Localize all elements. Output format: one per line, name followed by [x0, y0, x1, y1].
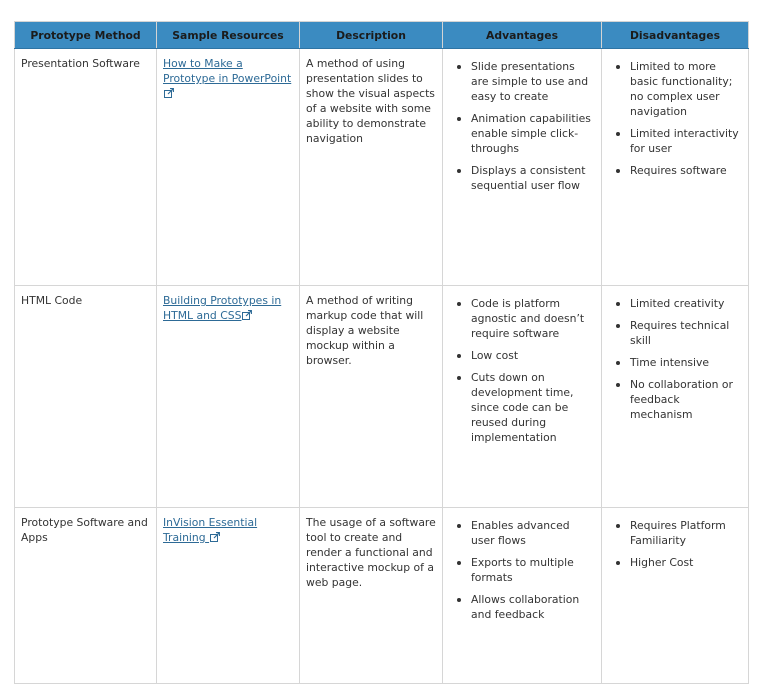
list-item-text: Slide presentations are simple to use and easy to create: [471, 60, 589, 103]
table-row: [15, 508, 749, 684]
list-item: [471, 59, 595, 104]
external-link-icon: [210, 532, 220, 542]
list-item: [471, 555, 595, 585]
list-item: [630, 318, 742, 348]
list-item: [630, 377, 742, 422]
disc-bullet-icon: [457, 376, 461, 380]
list-item-text: Animation capabilities enable simple click-throughs: [471, 112, 591, 155]
list-item-text: No collaboration or feedback mechanism: [630, 378, 733, 421]
table-row: [15, 49, 749, 286]
list-item: [630, 59, 742, 119]
list-item: [630, 518, 742, 548]
list-item-text: Allows collaboration and feedback: [471, 593, 580, 621]
list-item-text: Exports to multiple formats: [471, 556, 574, 584]
list-item: [471, 348, 595, 363]
list-item: [630, 163, 742, 178]
list-item-text: Limited to more basic functionality; no complex user navigation: [630, 60, 733, 118]
table-header-row: [15, 22, 749, 49]
advantages-list: [449, 518, 595, 622]
list-item-text: Higher Cost: [630, 556, 694, 569]
disc-bullet-icon: [457, 302, 461, 306]
method-cell: Presentation Software: [15, 49, 157, 286]
list-item: [471, 111, 595, 156]
list-item: [471, 163, 595, 193]
resource-cell: [157, 49, 300, 286]
disc-bullet-icon: [616, 169, 620, 173]
column-header-resources: Sample Resources: [157, 22, 300, 49]
prototype-methods-table: [14, 21, 749, 684]
list-item-text: Requires Platform Familiarity: [630, 519, 726, 547]
disadvantages-list: [608, 59, 742, 178]
table-row: [15, 286, 749, 508]
method-cell: HTML Code: [15, 286, 157, 508]
list-item-text: Time intensive: [630, 356, 710, 369]
disc-bullet-icon: [616, 324, 620, 328]
resource-link[interactable]: [163, 516, 257, 544]
disc-bullet-icon: [616, 132, 620, 136]
external-link-icon: [242, 310, 252, 320]
resource-link[interactable]: [163, 294, 281, 322]
disc-bullet-icon: [616, 561, 620, 565]
column-header-disadvantages: Disadvantages: [602, 22, 749, 49]
advantages-cell: [443, 49, 602, 286]
method-cell: Prototype Software and Apps: [15, 508, 157, 684]
disc-bullet-icon: [616, 361, 620, 365]
list-item: [471, 296, 595, 341]
disc-bullet-icon: [616, 302, 620, 306]
list-item-text: Displays a consistent sequential user flow: [471, 164, 586, 192]
resource-link-text: InVision Essential Training: [163, 516, 258, 544]
resource-cell: [157, 508, 300, 684]
list-item: [630, 355, 742, 370]
resource-link-text: Building Prototypes in HTML and CSS: [163, 294, 282, 322]
list-item-text: Requires technical skill: [630, 319, 730, 347]
disadvantages-cell: [602, 49, 749, 286]
list-item-text: Requires software: [630, 164, 727, 177]
list-item-text: Limited interactivity for user: [630, 127, 739, 155]
external-link-icon: [164, 88, 174, 98]
column-header-description: Description: [300, 22, 443, 49]
disc-bullet-icon: [457, 354, 461, 358]
advantages-cell: [443, 508, 602, 684]
list-item: [471, 518, 595, 548]
resource-link[interactable]: [163, 57, 291, 100]
list-item-text: Code is platform agnostic and doesn’t require software: [471, 297, 585, 340]
list-item-text: Enables advanced user flows: [471, 519, 570, 547]
disc-bullet-icon: [457, 524, 461, 528]
advantages-list: [449, 296, 595, 445]
disc-bullet-icon: [616, 65, 620, 69]
list-item: [471, 370, 595, 445]
advantages-cell: [443, 286, 602, 508]
list-item-text: Low cost: [471, 349, 519, 362]
description-cell: A method of using presentation slides to show the visual aspects of a website with some ability to demonstrate navigation: [300, 49, 443, 286]
column-header-method: Prototype Method: [15, 22, 157, 49]
disc-bullet-icon: [616, 383, 620, 387]
disc-bullet-icon: [457, 117, 461, 121]
advantages-list: [449, 59, 595, 193]
disc-bullet-icon: [457, 65, 461, 69]
disc-bullet-icon: [457, 598, 461, 602]
disadvantages-cell: [602, 286, 749, 508]
resource-cell: [157, 286, 300, 508]
disc-bullet-icon: [457, 169, 461, 173]
disadvantages-list: [608, 296, 742, 422]
list-item: [630, 296, 742, 311]
list-item: [630, 126, 742, 156]
disadvantages-list: [608, 518, 742, 570]
table-container: [14, 21, 748, 684]
column-header-advantages: Advantages: [443, 22, 602, 49]
description-cell: The usage of a software tool to create and render a functional and interactive mockup of a web page.: [300, 508, 443, 684]
list-item: [630, 555, 742, 570]
disadvantages-cell: [602, 508, 749, 684]
disc-bullet-icon: [457, 561, 461, 565]
list-item-text: Cuts down on development time, since code can be reused during implementation: [471, 371, 574, 444]
list-item: [471, 592, 595, 622]
disc-bullet-icon: [616, 524, 620, 528]
description-cell: A method of writing markup code that will display a website mockup within a browser.: [300, 286, 443, 508]
resource-link-text: How to Make a Prototype in PowerPoint: [163, 57, 292, 85]
list-item-text: Limited creativity: [630, 297, 725, 310]
